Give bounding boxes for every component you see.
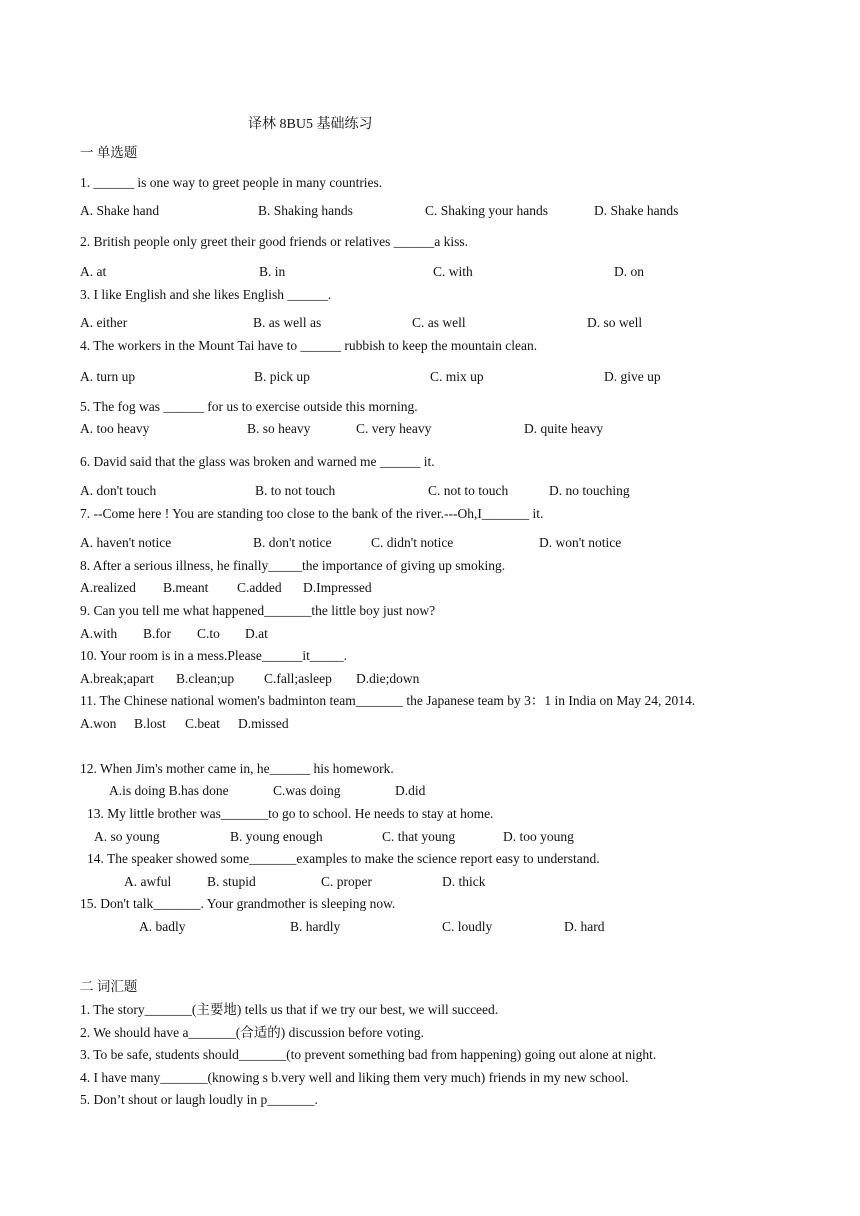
q12-option-d: D.did [395,783,426,798]
q5-option-b: B. so heavy [247,421,311,436]
q8-option-b: B.meant [163,580,209,595]
q14-option-c: C. proper [321,874,372,889]
q10-option-b: B.clean;up [176,671,235,686]
question-1: 1. ______ is one way to greet people in many countries. [80,175,383,190]
q5-option-d: D. quite heavy [524,421,604,436]
q3-option-a: A. either [80,315,128,330]
question-7: 7. --Come here ! You are standing too close to the bank of the river.---Oh,I_______ it. [80,506,544,521]
q14-option-d: D. thick [442,874,486,889]
doc-title: 译林 8BU5 基础练习 [248,117,373,132]
q1-option-b: B. Shaking hands [258,203,353,218]
q3-option-b: B. as well as [253,315,322,330]
q12-option-ab: A.is doing B.has done [109,783,229,798]
question-5: 5. The fog was ______ for us to exercise outside this morning. [80,399,418,414]
section1-heading: 一 单选题 [80,145,138,160]
q5-option-a: A. too heavy [80,421,150,436]
q4-option-a: A. turn up [80,369,136,384]
question-14: 14. The speaker showed some_______examples to make the science report easy to understand. [87,851,600,866]
q15-option-b: B. hardly [290,919,341,934]
q14-option-b: B. stupid [207,874,256,889]
question-10: 10. Your room is in a mess.Please______it_____. [80,648,348,663]
q7-option-d: D. won't notice [539,535,622,550]
q14-option-a: A. awful [124,874,172,889]
question-4: 4. The workers in the Mount Tai have to ______ rubbish to keep the mountain clean. [80,338,538,353]
q11-option-a: A.won [80,716,117,731]
q6-option-a: A. don't touch [80,483,157,498]
vocab-item-1: 1. The story_______(主要地) tells us that if we try our best, we will succeed. [80,1002,499,1017]
q8-option-d: D.Impressed [303,580,372,595]
q1-option-a: A. Shake hand [80,203,160,218]
q9-option-a: A.with [80,626,118,641]
q10-option-a: A.break;apart [80,671,154,686]
q7-option-a: A. haven't notice [80,535,172,550]
q11-option-d: D.missed [238,716,289,731]
q1-option-d: D. Shake hands [594,203,679,218]
q7-option-b: B. don't notice [253,535,332,550]
question-2: 2. British people only greet their good friends or relatives ______a kiss. [80,234,469,249]
question-6: 6. David said that the glass was broken and warned me ______ it. [80,454,435,469]
vocab-item-2: 2. We should have a_______(合适的) discussion before voting. [80,1025,424,1040]
q7-option-c: C. didn't notice [371,535,454,550]
q11-option-c: C.beat [185,716,220,731]
q10-option-d: D.die;down [356,671,420,686]
question-15: 15. Don't talk_______. Your grandmother is sleeping now. [80,896,396,911]
q1-option-c: C. Shaking your hands [425,203,548,218]
q4-option-c: C. mix up [430,369,484,384]
q8-option-c: C.added [237,580,282,595]
question-8: 8. After a serious illness, he finally_____the importance of giving up smoking. [80,558,506,573]
q12-option-c: C.was doing [273,783,341,798]
q6-option-c: C. not to touch [428,483,509,498]
q15-option-a: A. badly [139,919,186,934]
q6-option-b: B. to not touch [255,483,336,498]
question-3: 3. I like English and she likes English ______. [80,287,332,302]
q15-option-c: C. loudly [442,919,493,934]
q15-option-d: D. hard [564,919,605,934]
question-9: 9. Can you tell me what happened_______the little boy just now? [80,603,436,618]
q8-option-a: A.realized [80,580,136,595]
section2-heading: 二 词汇题 [80,979,138,994]
q9-option-b: B.for [143,626,172,641]
q2-option-b: B. in [259,264,286,279]
q6-option-d: D. no touching [549,483,630,498]
q2-option-a: A. at [80,264,107,279]
question-11: 11. The Chinese national women's badminton team_______ the Japanese team by 3：1 in India on May 24, 2014. [80,693,696,708]
q2-option-d: D. on [614,264,644,279]
q3-option-c: C. as well [412,315,466,330]
q4-option-d: D. give up [604,369,661,384]
question-12: 12. When Jim's mother came in, he______ his homework. [80,761,394,776]
q13-option-d: D. too young [503,829,574,844]
q9-option-c: C.to [197,626,220,641]
question-13: 13. My little brother was_______to go to school. He needs to stay at home. [87,806,494,821]
q4-option-b: B. pick up [254,369,310,384]
q13-option-a: A. so young [94,829,160,844]
q2-option-c: C. with [433,264,473,279]
q13-option-b: B. young enough [230,829,323,844]
q3-option-d: D. so well [587,315,643,330]
q5-option-c: C. very heavy [356,421,432,436]
vocab-item-3: 3. To be safe, students should_______(to prevent something bad from happening) going out alone at night. [80,1047,657,1062]
q9-option-d: D.at [245,626,268,641]
vocab-item-5: 5. Don’t shout or laugh loudly in p_______. [80,1092,318,1107]
vocab-item-4: 4. I have many_______(knowing s b.very well and liking them very much) friends in my new school. [80,1070,629,1085]
q10-option-c: C.fall;asleep [264,671,332,686]
q13-option-c: C. that young [382,829,456,844]
q11-option-b: B.lost [134,716,166,731]
